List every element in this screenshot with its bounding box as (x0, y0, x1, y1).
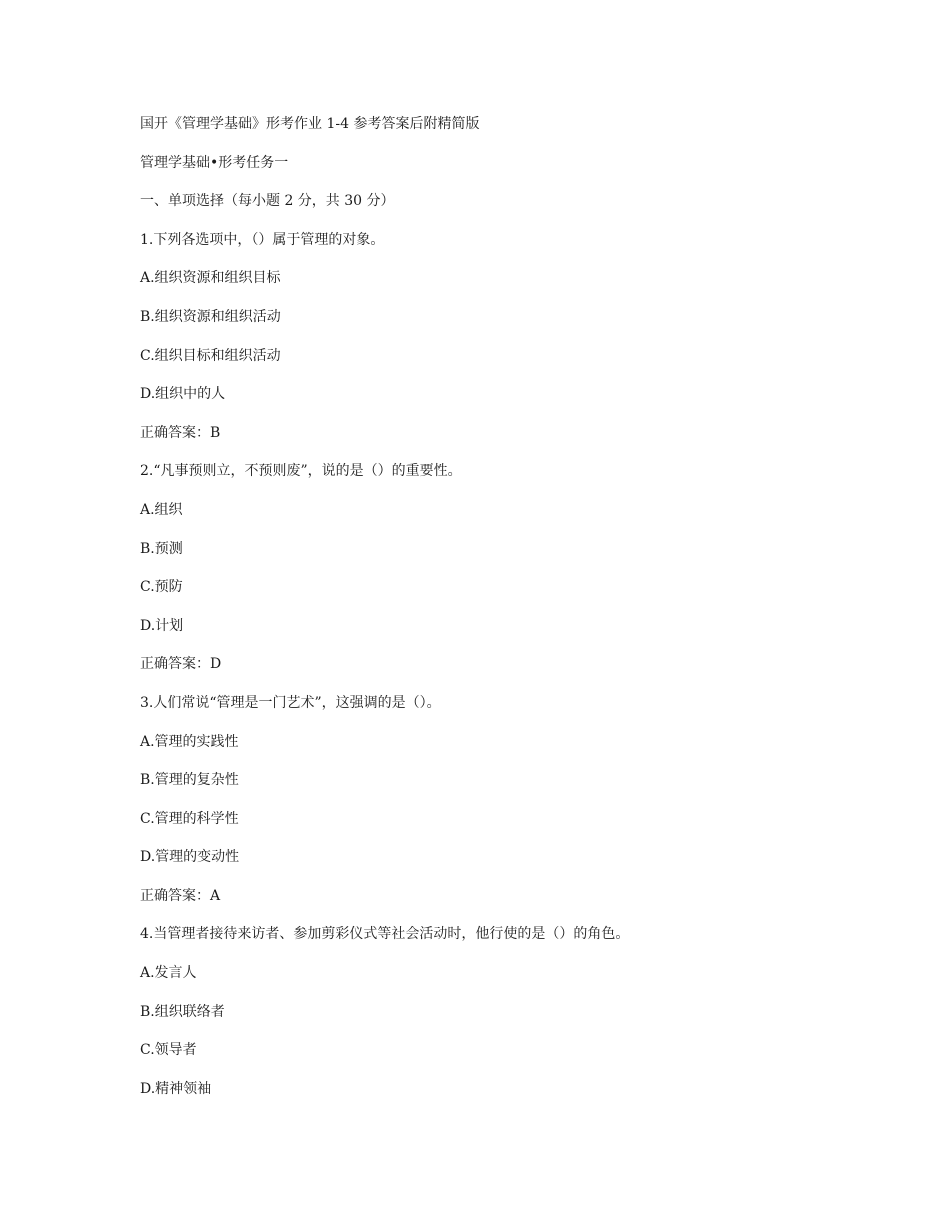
option-b: B.组织资源和组织活动 (140, 308, 281, 325)
option-c: C.管理的科学性 (140, 810, 239, 827)
document-subtitle: 管理学基础•形考任务一 (140, 154, 289, 171)
question-stem: 4.当管理者接待来访者、参加剪彩仪式等社会活动时，他行使的是（）的角色。 (140, 926, 630, 943)
option-a: A.发言人 (140, 965, 197, 982)
document-body (140, 113, 860, 1116)
correct-answer: 正确答案：B (140, 424, 221, 441)
correct-answer: 正确答案：A (140, 887, 221, 904)
option-c: C.领导者 (140, 1042, 197, 1059)
option-b: B.预测 (140, 540, 183, 557)
option-c: C.组织目标和组织活动 (140, 347, 281, 364)
option-d: D.管理的变动性 (140, 849, 240, 866)
document-title: 国开《管理学基础》形考作业 1-4 参考答案后附精简版 (140, 116, 480, 132)
option-d: D.计划 (140, 617, 184, 634)
correct-answer: 正确答案：D (140, 656, 222, 673)
question-stem: 2.“凡事预则立，不预则废”，说的是（）的重要性。 (140, 463, 462, 480)
option-b: B.组织联络者 (140, 1003, 225, 1020)
option-d: D.组织中的人 (140, 386, 226, 403)
option-b: B.管理的复杂性 (140, 772, 239, 789)
question-4 (140, 923, 860, 1116)
question-3 (140, 692, 860, 924)
option-d: D.精神领袖 (140, 1080, 212, 1097)
question-1 (140, 229, 860, 461)
option-a: A.组织资源和组织目标 (140, 270, 281, 287)
option-c: C.预防 (140, 579, 183, 596)
option-a: A.组织 (140, 501, 183, 518)
question-2 (140, 460, 860, 692)
section-heading: 一、单项选择（每小题 2 分，共 30 分） (140, 193, 395, 210)
option-a: A.管理的实践性 (140, 733, 239, 750)
question-stem: 1.下列各选项中，（）属于管理的对象。 (140, 231, 385, 248)
question-stem: 3.人们常说“管理是一门艺术”，这强调的是（）。 (140, 694, 441, 711)
